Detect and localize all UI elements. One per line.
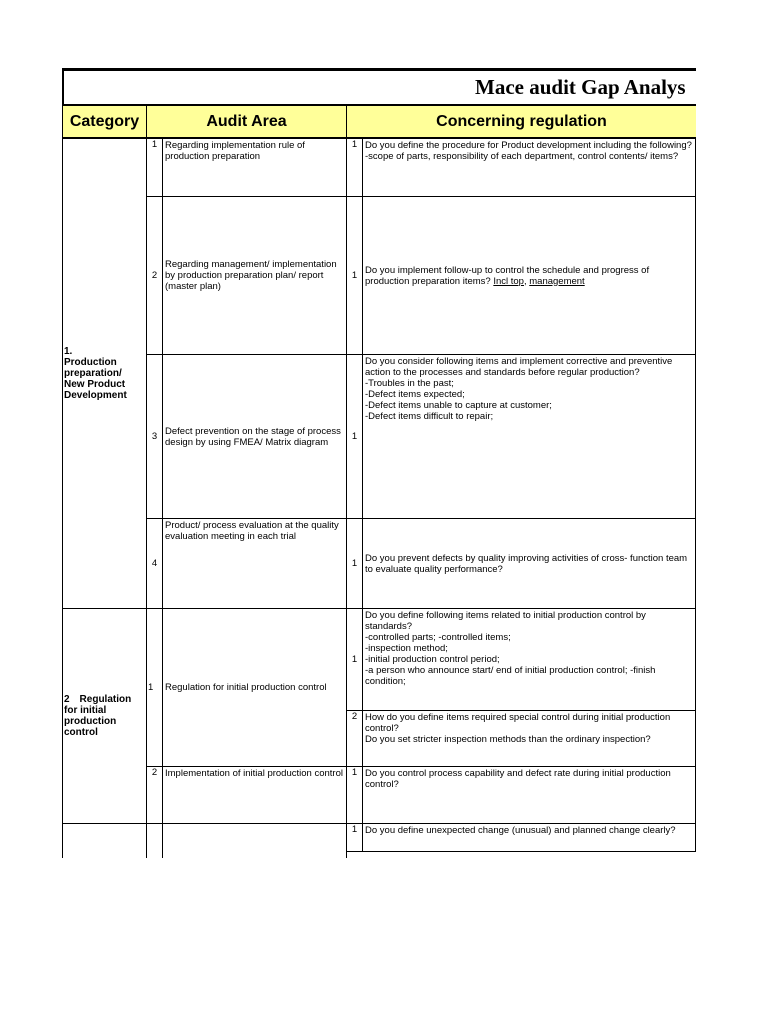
category-cell: 2 Regulation for initial production control (62, 609, 147, 824)
regulation-underline-1: Incl top (493, 275, 524, 287)
area-text: Implementation of initial production control (163, 767, 347, 824)
category-cell (62, 824, 147, 858)
audit-sheet (62, 68, 696, 858)
title-row (62, 68, 696, 106)
area-text: Regulation for initial production control (163, 609, 347, 767)
sheet-title: Mace audit Gap Analys (475, 75, 686, 99)
regulation-number: 1 (346, 824, 363, 852)
regulation-number: 1 (347, 197, 363, 355)
regulation-number: 1 (347, 609, 363, 711)
area-number (147, 824, 163, 858)
regulation-text: Do you control process capability and defect rate during initial production control? (363, 767, 696, 824)
area-text: Defect prevention on the stage of process design by using FMEA/ Matrix diagram (163, 355, 347, 519)
area-text: Regarding implementation rule of production preparation (163, 139, 347, 197)
regulation-text: Do you implement follow-up to control the schedule and progress of production preparation items? (365, 264, 650, 287)
regulation-text-wrap: Do you implement follow-up to control the schedule and progress of production preparation items? Incl top, management (365, 264, 650, 287)
regulation-text: Do you prevent defects by quality improving activities of cross- function team to evaluate quality performance? (363, 519, 696, 609)
area-number: 1 (147, 609, 163, 767)
header-category: Category (62, 106, 147, 139)
regulation-text: How do you define items required special control during initial production control? Do you set stricter inspection methods than the ordinary inspection? (363, 711, 696, 767)
regulation-number: 1 (347, 355, 363, 519)
area-number: 1 (147, 139, 163, 197)
area-number: 3 (147, 355, 163, 519)
category-cell: 1. Production preparation/ New Product Development (62, 139, 147, 609)
area-text: Product/ process evaluation at the quality evaluation meeting in each trial (163, 519, 347, 609)
header-regulation: Concerning regulation (347, 106, 696, 139)
regulation-text: Do you define unexpected change (unusual) and planned change clearly? (363, 824, 696, 852)
regulation-underline-2: management (529, 275, 585, 287)
area-number: 4 (147, 519, 163, 609)
regulation-text: Do you consider following items and implement corrective and preventive action to the processes and standards before regular production? -Troubles in the past; -Defect items expected; -Defect items unable to capture at customer; -Defect items difficult to repair; (363, 355, 696, 519)
regulation-text: Do you define following items related to initial production control by standards? -controlled parts; -controlled items; -inspection method; -initial production control period; -a person who announce start/ end of initial production control; -finish condition; (363, 609, 696, 711)
regulation-number: 1 (347, 767, 363, 824)
regulation-text-cell (363, 197, 696, 355)
header-audit-area: Audit Area (147, 106, 347, 139)
regulation-number: 1 (347, 139, 363, 197)
area-number: 2 (147, 197, 163, 355)
area-text (163, 824, 347, 858)
regulation-number: 2 (347, 711, 363, 767)
area-text: Regarding management/ implementation by production preparation plan/ report (master plan) (163, 197, 347, 355)
regulation-number: 1 (347, 519, 363, 609)
regulation-text: Do you define the procedure for Product development including the following? -scope of parts, responsibility of each department, control contents/ items? (363, 139, 696, 197)
area-number: 2 (147, 767, 163, 824)
